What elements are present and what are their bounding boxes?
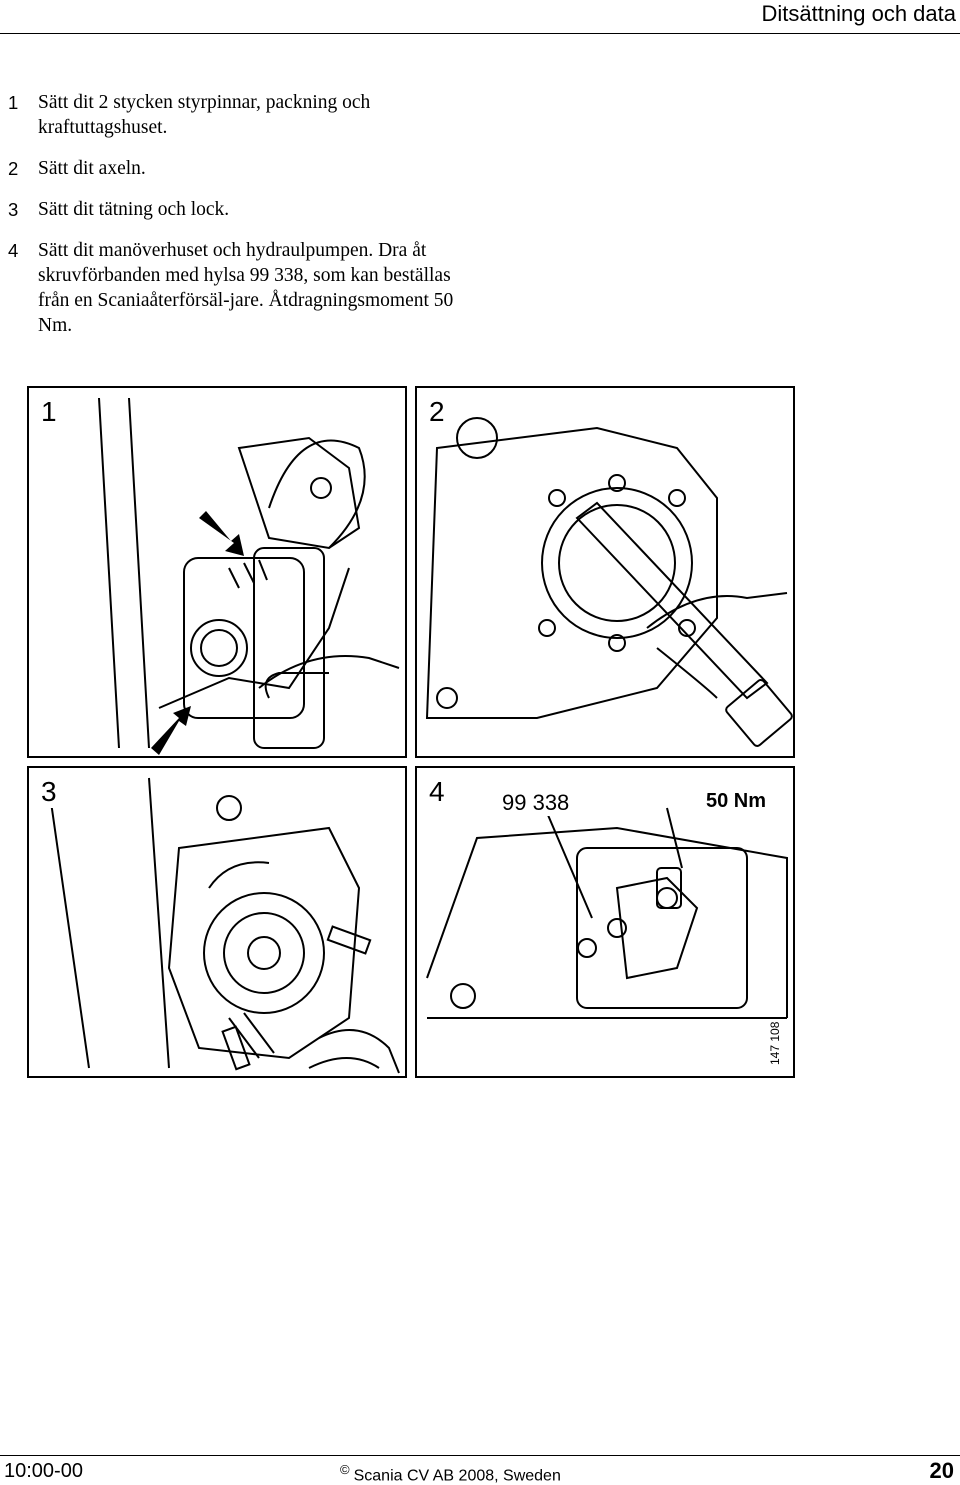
figure-panel-1 [27, 386, 407, 758]
step-number: 4 [8, 240, 19, 261]
tool-number-label: 99 338 [499, 790, 572, 816]
illustration-tighten-bolts [417, 768, 795, 1078]
document-code: 10:00-00 [4, 1460, 83, 1482]
step-text: Sätt dit tätning och lock. [38, 199, 230, 220]
step-4 [8, 238, 458, 338]
step-3 [8, 197, 458, 222]
illustration-install-housing [29, 388, 407, 758]
illustration-install-seal-cover [29, 768, 407, 1078]
panel-label: 2 [429, 396, 445, 427]
panel-label: 1 [41, 396, 57, 427]
instruction-list [8, 90, 458, 354]
step-number: 1 [8, 92, 19, 113]
header-divider [0, 33, 960, 34]
step-1 [8, 90, 458, 140]
illustration-install-shaft [417, 388, 795, 758]
torque-label: 50 Nm [703, 790, 769, 813]
page-number: 20 [929, 1458, 954, 1483]
figure-panel-4 [415, 766, 795, 1078]
panel-label: 3 [41, 776, 57, 807]
copyright-symbol: © [340, 1462, 350, 1477]
footer-divider [0, 1455, 960, 1456]
step-text: Sätt dit 2 stycken styrpinnar, packning och kraftuttagshuset. [38, 92, 371, 138]
header-title: Ditsättning och data [761, 1, 956, 26]
figure-panel-2 [415, 386, 795, 758]
step-text: Sätt dit manöverhuset och hydraulpumpen. Dra åt skruvförbanden med hylsa 99 338, som kan beställas från en Scaniaåterförsäl-jare. Åtdragningsmoment 50 Nm. [38, 240, 454, 336]
step-number: 2 [8, 158, 19, 179]
panel-label: 4 [429, 776, 445, 807]
figure-panel-3 [27, 766, 407, 1078]
copyright-text: Scania CV AB 2008, Sweden [353, 1467, 561, 1485]
copyright-notice [340, 1462, 561, 1485]
step-number: 3 [8, 199, 19, 220]
figure-id: 147 108 [768, 1021, 782, 1065]
step-2 [8, 156, 458, 181]
step-text: Sätt dit axeln. [38, 158, 146, 179]
